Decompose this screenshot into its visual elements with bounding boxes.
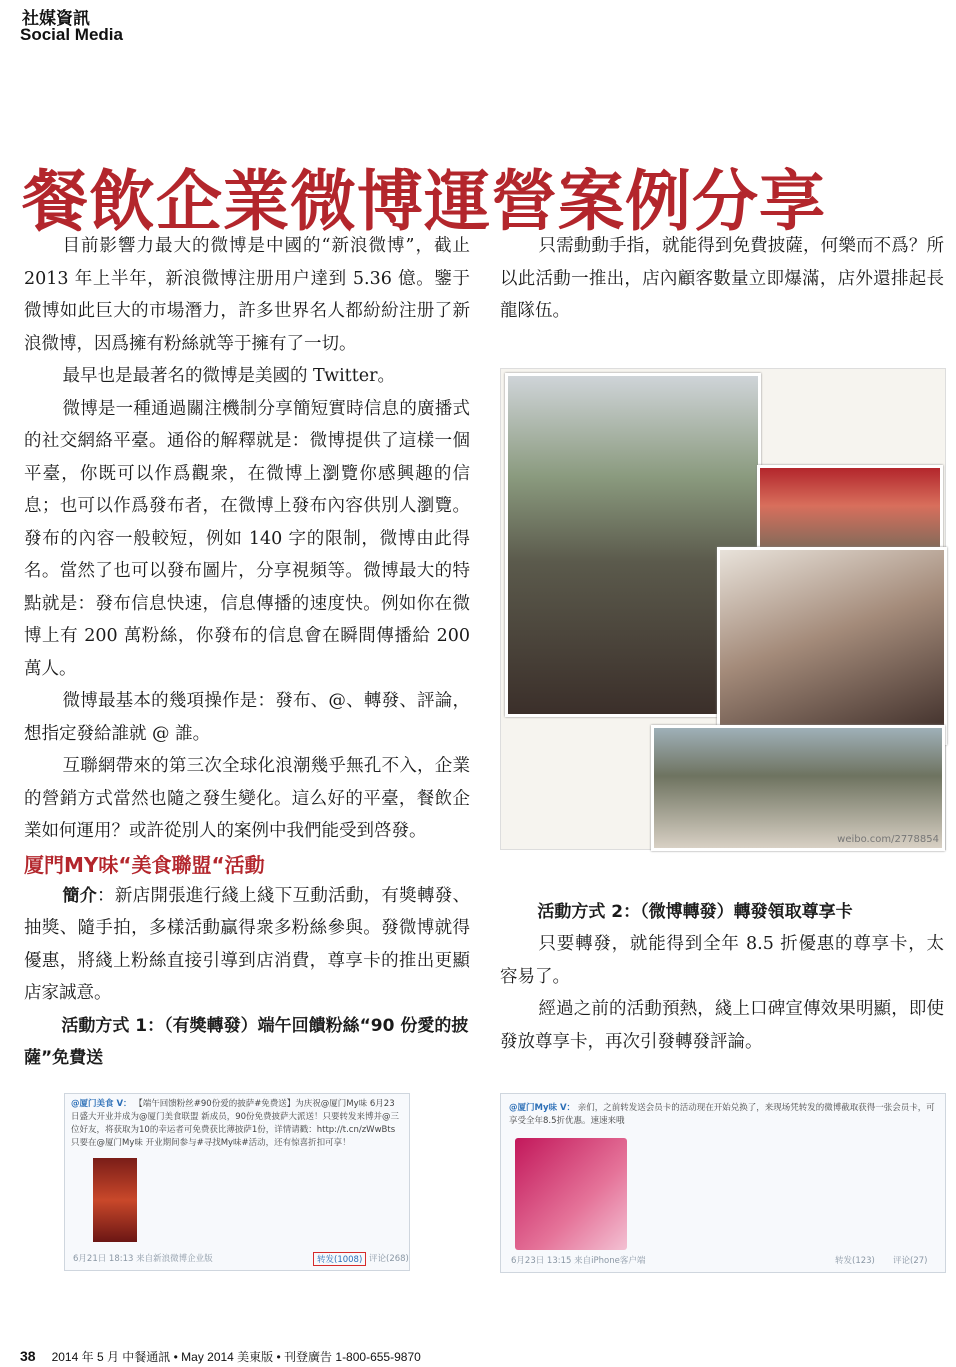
weibo-time: 6月23日 13:15 来自iPhone客户端	[511, 1256, 646, 1266]
photo-watermark: weibo.com/2778854	[837, 834, 939, 845]
paragraph: 經過之前的活動預熱，綫上口碑宣傳效果明顯，即使發放尊享卡，再次引發轉發評論。	[500, 999, 944, 1052]
retweet-count[interactable]: 转发(1008)	[313, 1252, 366, 1266]
weibo-time: 6月21日 18:13 来自新浪微博企业版	[73, 1254, 213, 1264]
paragraph: 微博最基本的幾項操作是：發布、@、轉發、評論，想指定發給誰就 @ 誰。	[24, 691, 470, 744]
comment-count[interactable]: 评论(27)	[893, 1256, 928, 1266]
retweet-count[interactable]: 转发(123)	[835, 1256, 875, 1266]
intro-text: ：新店開張進行綫上綫下互動活動，有獎轉發、抽獎、隨手拍，多樣活動贏得衆多粉絲參與。發微博就得優惠，將綫上粉絲直接引導到店消費，尊享卡的推出更顯店家誠意。	[24, 885, 470, 1003]
paragraph: 只需動動手指，就能得到免費披薩，何樂而不爲？所以此活動一推出，店內顧客數量立即爆滿，店外還排起長龍隊伍。	[500, 236, 944, 321]
weibo-screenshot-right	[500, 1093, 946, 1273]
case-subheading: 厦門MY味“美食聯盟“活動	[24, 852, 265, 877]
weibo-user: @厦门My味 V：	[509, 1103, 576, 1113]
paragraph: 微博是一種通過關注機制分享簡短實時信息的廣播式的社交網絡平臺。通俗的解釋就是：微博提供了這樣一個平臺，你既可以作爲觀衆，在微博上瀏覽你感興趣的信息；也可以作爲發布者，在微博上發布內容供別人瀏覽。發布的內容一般較短，例如 140 字的限制，微博由此得名。當然了也可以發布圖片，分享視頻等。微博最大的特點就是：發布信息快速，信息傳播的速度快。例如你在微博上有 200 萬粉絲，你發布的信息會在瞬間傳播給 200 萬人。	[24, 398, 470, 679]
weibo-user: @厦门美食 V：	[71, 1099, 132, 1109]
paragraph: 互聯網帶來的第三次全球化浪潮幾乎無孔不入，企業的營銷方式當然也隨之發生變化。這么好的平臺，餐飲企業如何運用？或許從別人的案例中我們能受到啓發。	[24, 756, 470, 841]
left-column	[24, 230, 470, 1074]
page-footer	[20, 1348, 421, 1365]
paragraph: 最早也是最著名的微博是美國的 Twitter。	[62, 366, 395, 386]
footer-text: 2014 年 5 月 中餐通訊 • May 2014 美東版 • 刊登廣告 1-800-655-9870	[51, 1350, 421, 1364]
activity-2-heading: 活動方式 2：（微博轉發）轉發領取尊享卡	[537, 902, 853, 922]
comment-count[interactable]: 评论(268)	[369, 1254, 409, 1264]
photo-diners-closeup	[717, 547, 947, 745]
weibo-card-image	[515, 1138, 627, 1250]
photo-collage	[500, 368, 946, 850]
section-label-zh: 社媒資訊	[22, 9, 90, 29]
weibo-text: 亲们，之前转发送会员卡的活动现在开始兑换了，来现场凭转发的微博截取获得一张会员卡，可享受全年8.5折优惠。速速来哦	[509, 1103, 935, 1126]
page-number: 38	[20, 1348, 36, 1364]
photo-diners-table	[757, 465, 943, 555]
weibo-screenshot-left	[64, 1093, 410, 1271]
intro-label: 簡介	[62, 885, 98, 906]
article-title: 餐飲企業微博運營案例分享	[22, 162, 826, 241]
section-label-en: Social Media	[20, 25, 123, 44]
paragraph: 只要轉發，就能得到全年 8.5 折優惠的尊享卡，太容易了。	[500, 934, 944, 987]
weibo-poster-image	[93, 1158, 137, 1242]
photo-diners-group	[651, 725, 945, 851]
intro-paragraph	[24, 880, 470, 1010]
paragraph: 目前影響力最大的微博是中國的“新浪微博”，截止 2013 年上半年，新浪微博注册用户達到 5.36 億。鑒于微博如此巨大的市場潛力，許多世界名人都紛紛注册了新浪微博，因爲擁有粉絲就等于擁有了一切。	[24, 236, 470, 354]
right-column	[500, 230, 944, 328]
right-column-lower	[500, 896, 944, 1058]
activity-1-heading: 活動方式 1：（有獎轉發）端午回饋粉絲“90 份愛的披薩”免費送	[24, 1015, 469, 1068]
weibo-text: 【端午回馈粉丝#90份爱的披萨#免费送】为庆祝@厦门My味 6月23日盛大开业并成为@厦门美食联盟 新成员，90份免费披萨大派送！只要转发来博并@三位好友，将获取为10的幸运者可免费获比薄披萨1份，详情请戳：http://t.cn/zWwBts 只要在@厦门My味 开业期间参与#寻找My味#活动，还有惊喜折扣可享！	[71, 1099, 400, 1148]
